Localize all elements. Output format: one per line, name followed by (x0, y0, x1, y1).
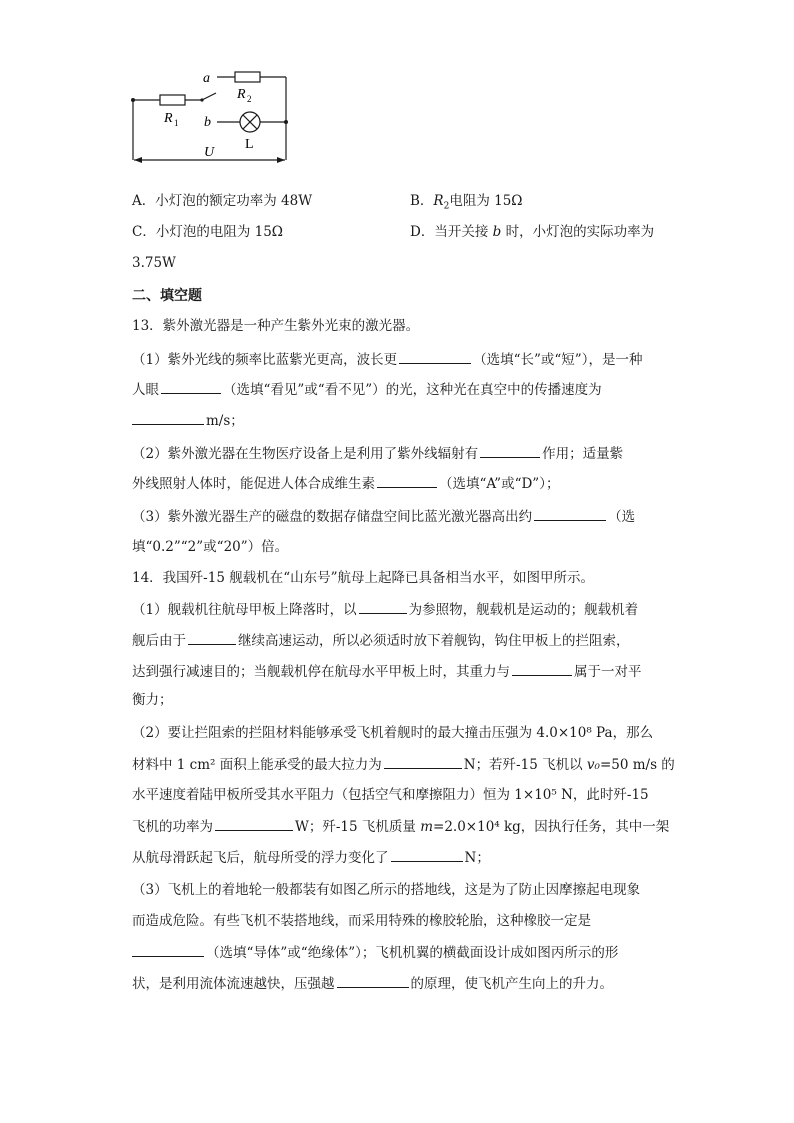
q14-p2-l4c: =2.0×10⁴ kg，因执行任务，其中一架 (433, 819, 670, 835)
label-r2: R (237, 87, 246, 102)
option-d-part1: D．当开关接 (410, 224, 493, 240)
q14-p2-l4-var: m (420, 819, 434, 835)
q13-p3-l1a: （3）紫外激光器生产的磁盘的数据存储盘空间比蓝光激光器高出约 (132, 509, 533, 525)
blank[interactable] (161, 379, 221, 394)
q14-stem: 14．我国歼-15 舰载机在“山东号”航母上起降已具备相当水平，如图甲所示。 (132, 570, 595, 586)
blank[interactable] (512, 661, 572, 676)
q14-part3-line2: 而造成危险。有些飞机不装搭地线，而采用特殊的橡胶轮胎，这种橡胶一定是 (132, 913, 591, 929)
arrow-left (134, 157, 142, 163)
blank[interactable] (480, 443, 540, 458)
node-right (284, 120, 288, 124)
label-a: a (203, 71, 210, 86)
option-b-prefix: B． (410, 193, 434, 209)
q14-p1-l1b: 为参照物，舰载机是运动的；舰载机着 (408, 602, 639, 618)
q14-p3-l3b: （选填“导体”或“绝缘体”）；飞机机翼的横截面设计成如图丙所示的形 (206, 945, 619, 961)
q13-part3-line1 (132, 506, 635, 527)
arrow-right (277, 157, 285, 163)
blank[interactable] (377, 473, 437, 488)
label-r1-sub: 1 (174, 118, 179, 128)
q13-part1-line3 (132, 410, 244, 431)
q13-part1-line1 (132, 349, 642, 370)
q13-p1-l2a: 人眼 (132, 382, 159, 398)
blank[interactable] (132, 942, 204, 957)
q14-p2-l2-var: v₀ (586, 757, 600, 773)
label-lamp: L (245, 137, 254, 152)
blank[interactable] (399, 349, 471, 364)
blank[interactable] (391, 847, 463, 862)
q14-p3-l4b: 的原理，使飞机产生向上的升力。 (410, 976, 613, 992)
blank[interactable] (384, 754, 462, 769)
q13-p3-l1b: （选 (608, 509, 636, 525)
q13-p1-l2b: （选填“看见”或“看不见”）的光，这种光在真空中的传播速度为 (223, 382, 602, 398)
q14-part2-line3: 水平速度着陆甲板所受其水平阻力（包括空气和摩擦阻力）恒为 1×10⁵ N，此时歼-15 (132, 787, 649, 803)
option-d-continued: 3.75W (132, 255, 176, 271)
blank[interactable] (132, 410, 204, 425)
label-r2-sub: 2 (247, 94, 252, 104)
q14-part2-line5 (132, 847, 490, 868)
q13-part1-line2 (132, 379, 602, 400)
resistor-r1 (160, 95, 185, 105)
q14-part3-line4 (132, 973, 613, 994)
q13-p2-l2a: 外线照射人体时，能促进人体合成维生素 (132, 476, 375, 492)
q13-p1-l1a: （1）紫外光线的频率比蓝紫光更高，波长更 (132, 352, 398, 368)
q14-part1-line2 (132, 630, 630, 651)
q14-p1-l3: 达到强行减速目的；当舰载机停在航母水平甲板上时，其重力与 (132, 664, 510, 680)
q13-stem: 13．紫外激光器是一种产生紫外光束的激光器。 (132, 318, 420, 334)
blank[interactable] (534, 506, 606, 521)
q14-p1-l3b: 属于一对平 (574, 664, 642, 680)
q14-p1-l1a: （1）舰载机往航母甲板上降落时，以 (132, 602, 357, 618)
q13-part3-line2: 填“0.2”“2”或“20”）倍。 (132, 539, 289, 555)
label-r1: R (164, 111, 173, 126)
q14-p2-l5b: N； (464, 850, 490, 866)
option-d-var: b (492, 224, 502, 240)
option-d-part2: 时，小灯泡的实际功率为 (501, 224, 655, 240)
q14-p2-l4a: 飞机的功率为 (132, 819, 213, 835)
blank[interactable] (188, 630, 236, 645)
q14-p2-l5a: 从航母滑跃起飞后，航母所受的浮力变化了 (132, 850, 389, 866)
q13-part2-line1 (132, 443, 623, 464)
blank[interactable] (337, 973, 409, 988)
option-b (410, 191, 523, 217)
q13-p1-l1b: （选填“长”或“短”），是一种 (473, 352, 643, 368)
q13-p2-l1a: （2）紫外激光器在生物医疗设备上是利用了紫外线辐射有 (132, 446, 479, 462)
q14-p1-l2b: 继续高速运动，所以必须适时放下着舰钩，钩住甲板上的拦阻索， (238, 633, 630, 649)
option-d (410, 222, 654, 242)
switch-pivot (200, 98, 203, 101)
q14-p3-l4a: 状，是利用流体流速越快，压强越 (132, 976, 335, 992)
q13-part2-line2 (132, 473, 559, 494)
section-title: 二、填空题 (132, 288, 202, 304)
q14-part2-line1: （2）要让拦阻索的拦阻材料能够承受飞机着舰时的最大撞击压强为 4.0×10⁸ Pa，那么 (132, 725, 654, 741)
q14-p2-l2c: =50 m/s 的 (599, 757, 675, 773)
q14-p2-l2b: N；若歼-15 飞机以 (463, 757, 587, 773)
q14-part1-line4: 衡力； (132, 692, 173, 708)
option-b-sub: 2 (443, 201, 450, 212)
q14-part2-line2 (132, 754, 675, 775)
q14-p1-l2a: 舰后由于 (132, 633, 186, 649)
label-voltage: U (204, 145, 215, 160)
blank[interactable] (215, 816, 293, 831)
q14-part1-line1 (132, 599, 638, 620)
node-left (131, 98, 135, 102)
q13-p2-l2b: （选填“A”或“D”）； (439, 476, 560, 492)
q14-p2-l2a: 材料中 1 cm² 面积上能承受的最大拉力为 (132, 757, 382, 773)
option-c: C．小灯泡的电阻为 15Ω (132, 224, 283, 240)
option-a: A．小灯泡的额定功率为 48W (132, 193, 313, 209)
option-b-suffix: 电阻为 15Ω (449, 193, 523, 209)
label-b: b (204, 115, 211, 130)
circuit-diagram (120, 60, 310, 185)
option-b-var: R (433, 193, 444, 209)
switch-blade (202, 93, 216, 100)
q14-p2-l4b: W；歼-15 飞机质量 (295, 819, 421, 835)
blank[interactable] (359, 599, 407, 614)
q13-p2-l1b: 作用；适量紫 (542, 446, 624, 462)
resistor-r2 (235, 72, 260, 82)
q14-part2-line4 (132, 816, 669, 837)
q14-part3-line1: （3）飞机上的着地轮一般都装有如图乙所示的搭地线，这是为了防止因摩擦起电现象 (132, 882, 641, 898)
q14-part1-line3 (132, 661, 642, 682)
q13-p1-l3b: m/s； (206, 413, 244, 429)
q14-part3-line3 (132, 942, 618, 963)
